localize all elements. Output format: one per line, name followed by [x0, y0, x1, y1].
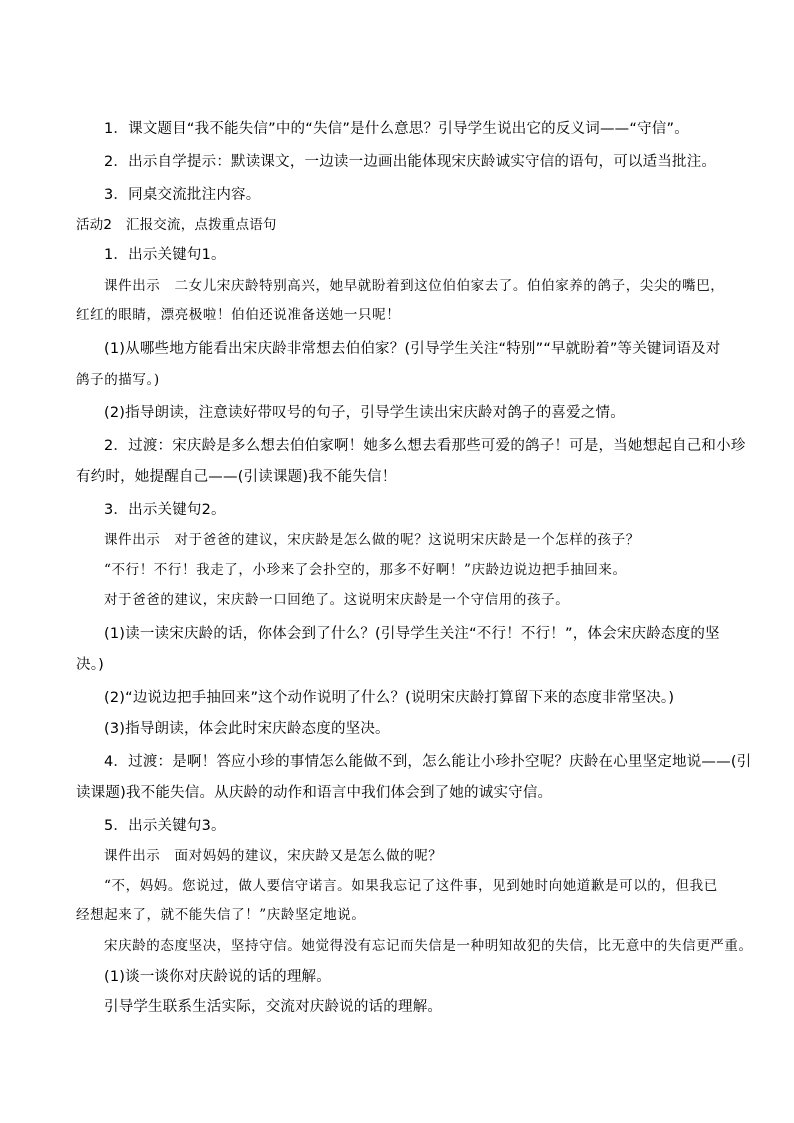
self-study-prompt-line: 2．出示自学提示：默读课文，一边读一边画出能体现宋庆龄诚实守信的语句，可以适当批注。: [104, 154, 717, 170]
question-2-2-line: (2)“边说边把手抽回来”这个动作说明了什么？(说明宋庆龄打算留下来的态度非常坚决。): [104, 690, 675, 706]
question-3-1-line: (1)谈一谈你对庆龄说的话的理解。: [104, 969, 331, 985]
transition-2-line-2: 读课题)我不能失信。从庆龄的动作和语言中我们体会到了她的诚实守信。: [76, 785, 553, 801]
question-1-2-line: (2)指导朗读，注意读好带叹号的句子，引导学生读出宋庆龄对鸽子的喜爱之情。: [104, 405, 625, 421]
transition-1-line-1: 2．过渡：宋庆龄是多么想去伯伯家啊！她多么想去看那些可爱的鸽子！可是，当她想起自己和小珍: [104, 438, 746, 454]
courseware-3-quote-line-1: “不，妈妈。您说过，做人要信守诺言。如果我忘记了这件事，见到她时向她道歉是可以的，但我已: [104, 878, 718, 894]
guidance-line: 引导学生联系生活实际，交流对庆龄说的话的理解。: [104, 999, 443, 1015]
transition-2-line-1: 4．过渡：是啊！答应小珍的事情怎么能做不到，怎么能让小珍扑空呢？庆龄在心里坚定地说——(引: [104, 754, 752, 770]
courseware-1-line-1: 课件出示 二女儿宋庆龄特别高兴，她早就盼着到这位伯伯家去了。伯伯家养的鸽子，尖尖的嘴巴，: [104, 278, 725, 294]
key-sentence-1-heading: 1．出示关键句1。: [104, 247, 226, 263]
courseware-2-quote-line: “不行！不行！我走了，小珍来了会扑空的，那多不好啊！”庆龄边说边把手抽回来。: [104, 562, 627, 578]
question-1-1-line-2: 鸽子的描写。): [76, 372, 160, 388]
question-1-line: 1．课文题目“我不能失信”中的“失信”是什么意思？引导学生说出它的反义词——“守信”。: [104, 121, 689, 137]
question-1-1-line-1: (1)从哪些地方能看出宋庆龄非常想去伯伯家？(引导学生关注“特别”“早就盼着”等关键词语及对: [104, 341, 721, 357]
transition-1-line-2: 有约时，她提醒自己——(引读课题)我不能失信！: [76, 469, 397, 485]
courseware-1-line-2: 红红的眼睛，漂亮极啦！伯伯还说准备送她一只呢！: [76, 307, 401, 323]
courseware-2-answer-line: 对于爸爸的建议，宋庆龄一口回绝了。这说明宋庆龄是一个守信用的孩子。: [104, 592, 570, 608]
courseware-2-line: 课件出示 对于爸爸的建议，宋庆龄是怎么做的呢？这说明宋庆龄是一个怎样的孩子？: [104, 532, 640, 548]
courseware-3-analysis-line: 宋庆龄的态度坚决，坚持守信。她觉得没有忘记而失信是一种明知故犯的失信，比无意中的失信更严重。: [104, 938, 753, 954]
activity-2-heading: 活动2 汇报交流，点拨重点语句: [76, 217, 277, 233]
question-2-1-line-1: (1)读一读宋庆龄的话，你体会到了什么？(引导学生关注“不行！不行！”，体会宋庆龄态度的坚: [104, 626, 720, 642]
key-sentence-3-heading: 5．出示关键句3。: [104, 818, 226, 834]
question-2-1-line-2: 决。): [76, 657, 105, 673]
desk-mate-exchange-line: 3．同桌交流批注内容。: [104, 187, 261, 203]
question-2-3-line: (3)指导朗读，体会此时宋庆龄态度的坚决。: [104, 721, 390, 737]
courseware-3-quote-line-2: 经想起来了，就不能失信了！”庆龄坚定地说。: [76, 907, 366, 923]
courseware-3-line: 课件出示 面对妈妈的建议，宋庆龄又是怎么做的呢？: [104, 848, 443, 864]
key-sentence-2-heading: 3．出示关键句2。: [104, 502, 226, 518]
